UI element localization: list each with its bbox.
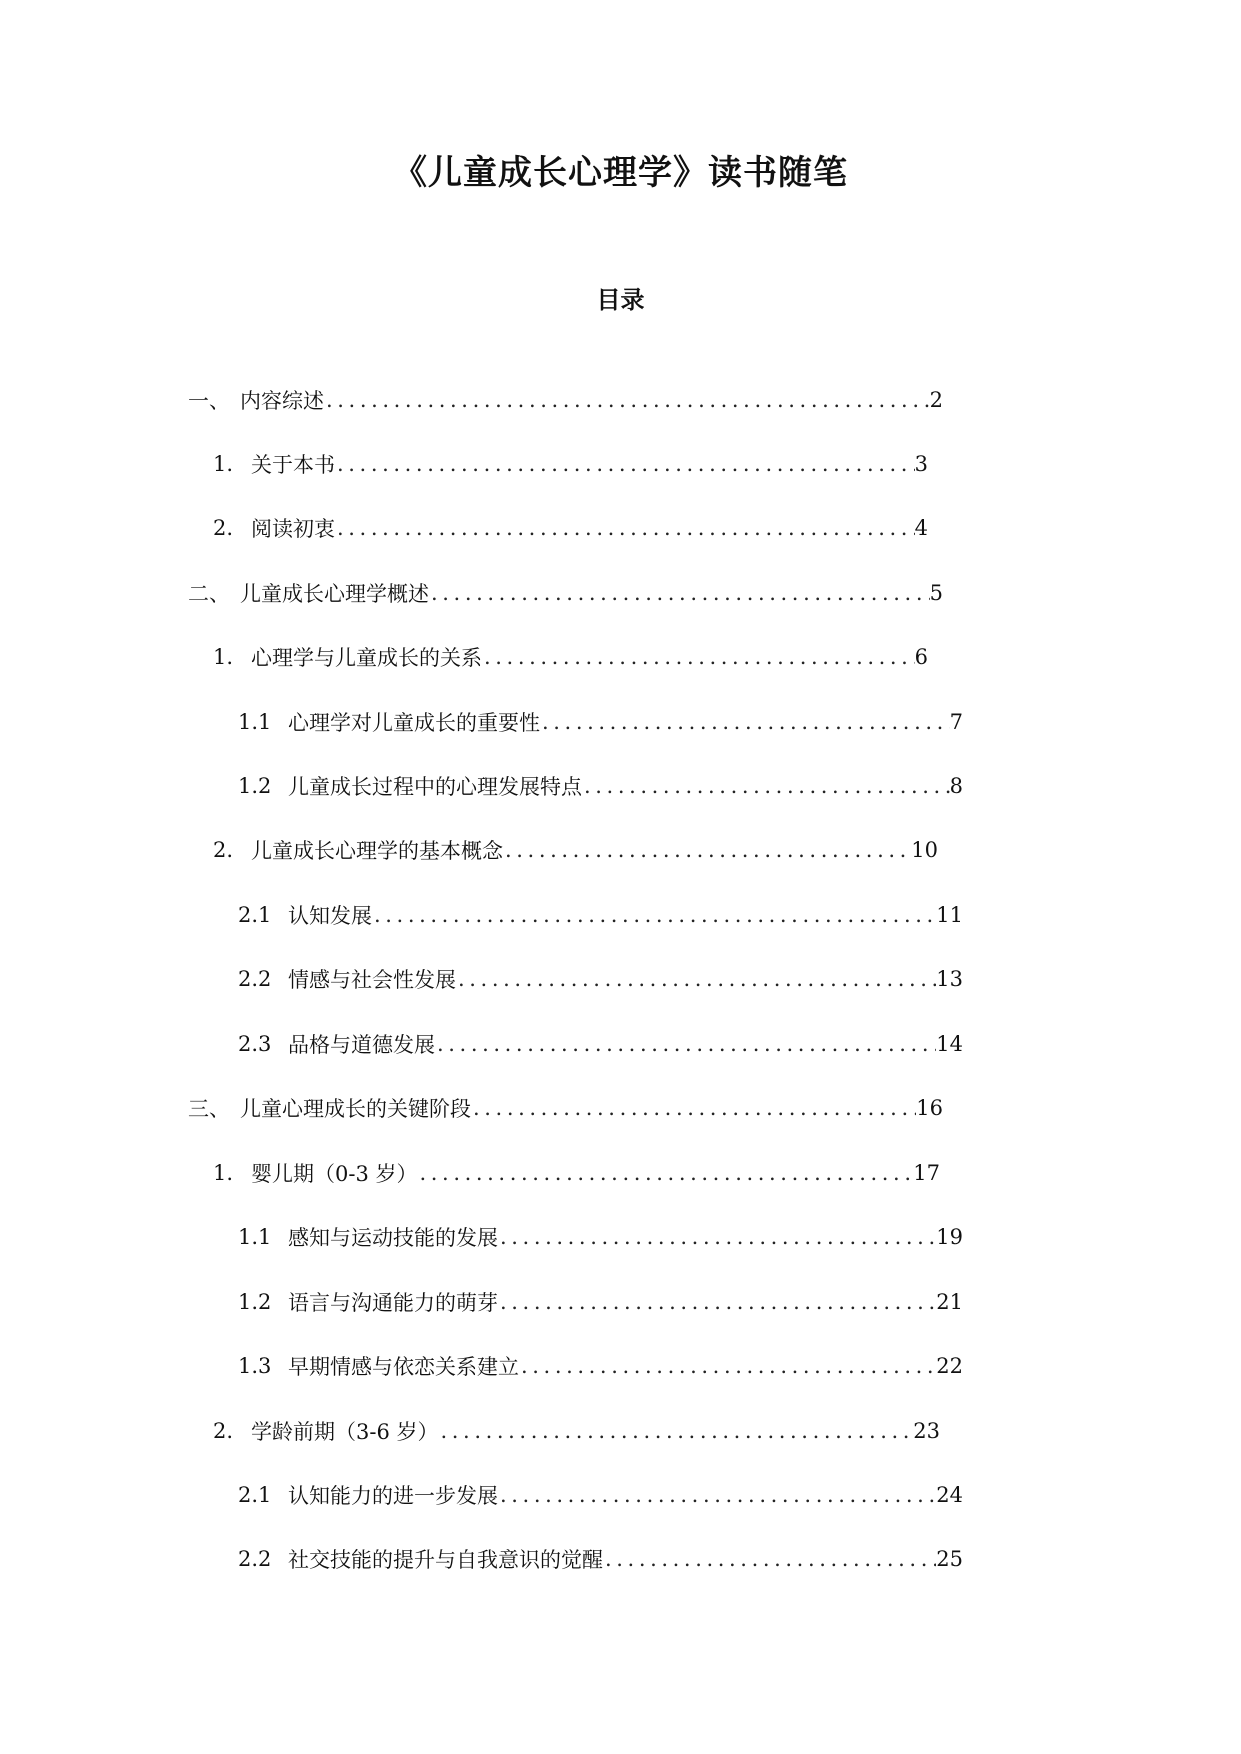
toc-entry-title: 阅读初衷	[251, 517, 335, 541]
toc-entry-number: 1.	[213, 452, 234, 476]
toc-entry[interactable]	[238, 1477, 963, 1513]
toc-entry[interactable]	[238, 897, 963, 933]
toc-entry-page: 13	[936, 967, 963, 991]
toc-entry-title: 早期情感与依恋关系建立	[288, 1355, 519, 1379]
toc-entry[interactable]	[238, 1348, 963, 1384]
toc-entry[interactable]	[238, 1541, 963, 1577]
toc-entry-title: 关于本书	[251, 453, 335, 477]
toc-entry-page: 16	[916, 1096, 943, 1120]
toc-entry[interactable]	[238, 961, 963, 997]
toc-dot-leader	[582, 774, 950, 798]
toc-entry-title: 儿童成长过程中的心理发展特点	[288, 775, 582, 799]
toc-entry[interactable]	[213, 639, 928, 675]
toc-dot-leader	[471, 1096, 916, 1120]
toc-entry-title: 儿童成长心理学的基本概念	[251, 839, 503, 863]
toc-entry-number: 1.2	[238, 774, 272, 798]
toc-entry-number: 2.1	[238, 1483, 272, 1507]
toc-entry-number: 三、	[188, 1097, 230, 1121]
toc-dot-leader	[498, 1225, 936, 1249]
toc-entry-title: 儿童成长心理学概述	[240, 582, 429, 606]
toc-entry-number: 二、	[188, 582, 230, 606]
toc-dot-leader	[372, 903, 936, 927]
toc-entry-number: 1.	[213, 1161, 234, 1185]
toc-dot-leader	[540, 710, 950, 734]
toc-entry-page: 22	[936, 1354, 963, 1378]
toc-entry-number: 2.2	[238, 1547, 272, 1571]
toc-entry-title: 婴儿期（0-3 岁）	[251, 1162, 418, 1186]
toc-dot-leader	[324, 388, 930, 412]
toc-entry-title: 学龄前期（3-6 岁）	[251, 1420, 439, 1444]
toc-entry-title: 认知能力的进一步发展	[288, 1484, 498, 1508]
toc-entry-page: 21	[936, 1290, 963, 1314]
toc-entry[interactable]	[188, 575, 943, 611]
toc-dot-leader	[503, 838, 911, 862]
document-title: 《儿童成长心理学》读书随笔	[393, 153, 848, 193]
toc-entry[interactable]	[213, 446, 928, 482]
toc-entry-number: 1.1	[238, 710, 272, 734]
toc-dot-leader	[429, 581, 930, 605]
toc-entry-number: 2.2	[238, 967, 272, 991]
toc-entry-page: 3	[914, 452, 928, 476]
toc-dot-leader	[439, 1419, 914, 1443]
toc-entry-number: 2.1	[238, 903, 272, 927]
toc-entry-page: 19	[936, 1225, 963, 1249]
toc-entry-title: 情感与社会性发展	[288, 968, 456, 992]
toc-entry-title: 儿童心理成长的关键阶段	[240, 1097, 471, 1121]
toc-entry-title: 心理学对儿童成长的重要性	[288, 711, 540, 735]
toc-entry-page: 17	[913, 1161, 940, 1185]
toc-entry[interactable]	[238, 704, 963, 740]
toc-entry-title: 语言与沟通能力的萌芽	[288, 1291, 498, 1315]
toc-entry-page: 25	[936, 1547, 963, 1571]
toc-dot-leader	[435, 1032, 936, 1056]
toc-entry-page: 6	[914, 645, 928, 669]
toc-entry-page: 24	[936, 1483, 963, 1507]
toc-entry[interactable]	[238, 768, 963, 804]
toc-entry[interactable]	[238, 1284, 963, 1320]
toc-entry-title: 认知发展	[288, 904, 372, 928]
toc-entry[interactable]	[213, 510, 928, 546]
toc-entry-number: 1.1	[238, 1225, 272, 1249]
toc-entry[interactable]	[213, 832, 938, 868]
toc-heading: 目录	[596, 286, 645, 314]
toc-entry[interactable]	[238, 1219, 963, 1255]
toc-entry-number: 2.	[213, 516, 234, 540]
toc-entry[interactable]	[213, 1155, 940, 1191]
toc-dot-leader	[482, 645, 915, 669]
toc-dot-leader	[519, 1354, 936, 1378]
toc-entry-page: 11	[936, 903, 963, 927]
toc-entry-title: 心理学与儿童成长的关系	[251, 646, 482, 670]
toc-entry[interactable]	[213, 1413, 940, 1449]
toc-entry-title: 感知与运动技能的发展	[288, 1226, 498, 1250]
toc-entry-number: 1.2	[238, 1290, 272, 1314]
toc-entry-page: 4	[914, 516, 928, 540]
toc-entry-page: 10	[911, 838, 938, 862]
toc-entry-title: 品格与道德发展	[288, 1033, 435, 1057]
toc-entry-page: 8	[949, 774, 963, 798]
toc-entry-number: 2.	[213, 1419, 234, 1443]
toc-entry[interactable]	[188, 1090, 943, 1126]
toc-entry-page: 5	[929, 581, 943, 605]
toc-dot-leader	[456, 967, 936, 991]
toc-entry-title: 社交技能的提升与自我意识的觉醒	[288, 1548, 603, 1572]
toc-entry[interactable]	[238, 1026, 963, 1062]
toc-dot-leader	[498, 1483, 936, 1507]
toc-entry-number: 1.3	[238, 1354, 272, 1378]
toc-entry-page: 14	[936, 1032, 963, 1056]
toc-dot-leader	[335, 516, 915, 540]
toc-entry-page: 7	[949, 710, 963, 734]
toc-dot-leader	[603, 1547, 936, 1571]
toc-entry-number: 一、	[188, 389, 230, 413]
toc-dot-leader	[418, 1161, 914, 1185]
toc-entry-page: 2	[929, 388, 943, 412]
toc-dot-leader	[498, 1290, 936, 1314]
toc-entry-number: 2.3	[238, 1032, 272, 1056]
toc-entry[interactable]	[188, 382, 943, 418]
toc-dot-leader	[335, 452, 915, 476]
toc-entry-title: 内容综述	[240, 389, 324, 413]
toc-entry-number: 1.	[213, 645, 234, 669]
toc-entry-number: 2.	[213, 838, 234, 862]
toc-entry-page: 23	[913, 1419, 940, 1443]
